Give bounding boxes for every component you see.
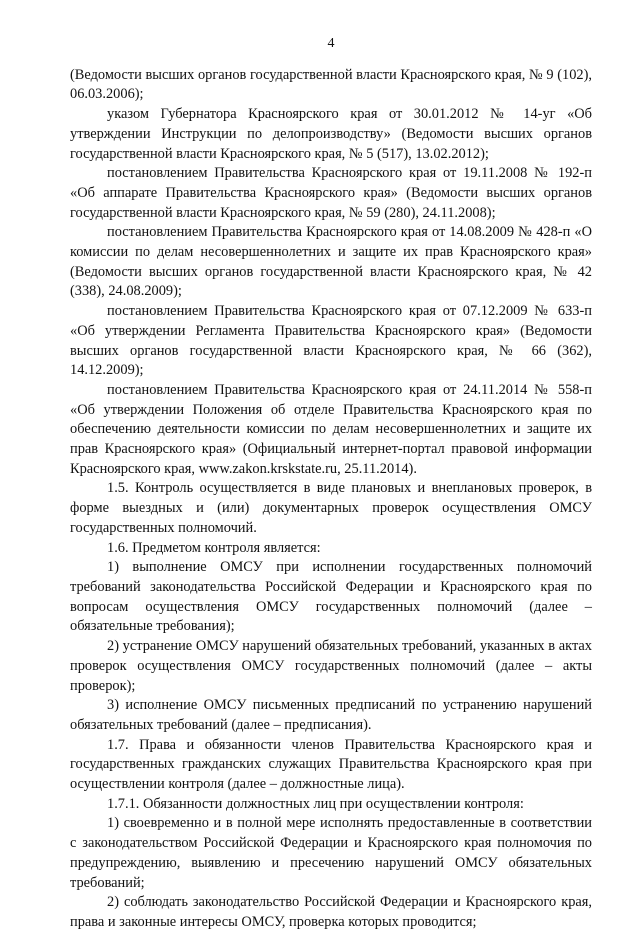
- paragraph-7: 1.5. Контроль осуществляется в виде плановых и внеплановых проверок, в форме выездных и (или) документарных проверок осуществления ОМСУ государственных полномочий.: [70, 480, 592, 536]
- page-number: 4: [327, 36, 335, 51]
- paragraph-5: постановлением Правительства Красноярского края от 07.12.2009 № 633-п «Об утверждении Регламента Правительства Красноярского края» (Ведомости высших органов государственной власти Красноярского края, № 66 (362), 14.12.2009);: [70, 303, 592, 379]
- paragraph-13: 1.7.1. Обязанности должностных лиц при осуществлении контроля:: [107, 795, 524, 812]
- paragraph-8: 1.6. Предметом контроля является:: [107, 539, 321, 556]
- paragraph-1: (Ведомости высших органов государственной власти Красноярского края, № 9 (102), 06.03.2006);: [70, 66, 592, 103]
- paragraph-12: 1.7. Права и обязанности членов Правительства Красноярского края и государственных гражданских служащих Правительства Красноярского края при осуществлении контроля (далее – должностные лица).: [70, 736, 592, 793]
- paragraph-10: 2) устранение ОМСУ нарушений обязательных требований, указанных в актах проверок осуществления ОМСУ государственных полномочий (далее – акты проверок);: [70, 638, 592, 694]
- paragraph-11: 3) исполнение ОМСУ письменных предписаний по устранению нарушений обязательных требований (далее – предписания).: [70, 697, 592, 733]
- document-page: [70, 34, 592, 933]
- paragraph-15: 2) соблюдать законодательство Российской Федерации и Красноярского края, права и законные интересы ОМСУ, проверка которых проводится;: [70, 894, 592, 930]
- paragraph-3: постановлением Правительства Красноярского края от 19.11.2008 № 192-п «Об аппарате Правительства Красноярского края» (Ведомости высших органов государственной власти Красноярского края, № 59 (280), 24.11.2008);: [70, 165, 592, 221]
- paragraph-2: указом Губернатора Красноярского края от 30.01.2012 № 14-уг «Об утверждении Инструкции по делопроизводству» (Ведомости высших органов государственной власти Красноярского края, № 5 (517), 13.02.2012);: [70, 106, 592, 162]
- paragraph-9: 1) выполнение ОМСУ при исполнении государственных полномочий требований законодательства Российской Федерации и Красноярского края по вопросам осуществления ОМСУ государственных полномочий (далее – обязательные требования);: [70, 559, 592, 635]
- paragraph-4: постановлением Правительства Красноярского края от 14.08.2009 № 428-п «О комиссии по делам несовершеннолетних и защите их прав Красноярского края» (Ведомости высших органов государственной власти Красноярского края, № 42 (338), 24.08.2009);: [70, 224, 592, 300]
- paragraph-14: 1) своевременно и в полной мере исполнять предоставленные в соответствии с законодательством Российской Федерации и Красноярского края полномочия по предупреждению, выявлению и пресечению нарушений ОМСУ обязательных требований;: [70, 815, 592, 891]
- paragraph-6: постановлением Правительства Красноярского края от 24.11.2014 № 558-п «Об утверждении Положения об отделе Правительства Красноярского края по обеспечению деятельности комиссии по делам несовершеннолетних и защите их прав Красноярского края» (Официальный интернет-портал правовой информации Красноярского края, www.zakon.krskstate.ru, 25.11.2014).: [70, 381, 592, 477]
